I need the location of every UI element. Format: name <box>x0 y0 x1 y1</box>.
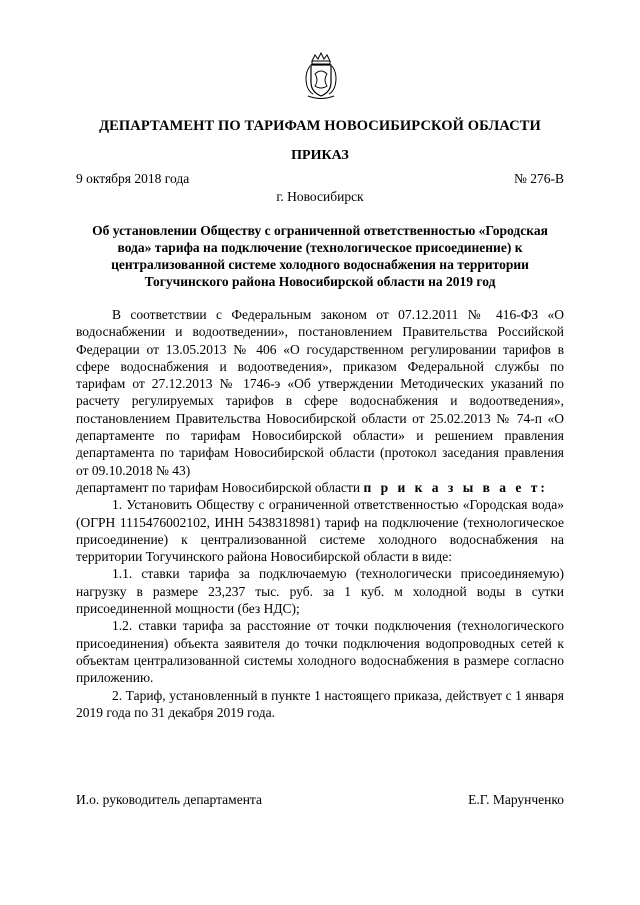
item-2-paragraph: 2. Тариф, установленный в пункте 1 настоящего приказа, действует с 1 января 2019 года по 31 декабря 2019 года. <box>76 687 564 720</box>
preamble-paragraph: В соответствии с Федеральным законом от 07.12.2011 № 416-ФЗ «О водоснабжении и водоотведении», постановлением Правительства Российской Федерации от 13.05.2013 № 406 «О государственном регулировании тарифов в сфере водоснабжения и водоотведения», приказом Федеральной службы по тарифам от 27.12.2013 № 1746-э «Об утверждении Методических указаний по расчету регулируемых тарифов в сфере водоснабжения и водоотведения», постановлением Правительства Новосибирской области от 25.02.2013 № 74-п «О департаменте по тарифам Новосибирской области» и решением правления департамента по тарифам Новосибирской области (протокол заседания правления от 09.10.2018 № 43) <box>76 307 564 478</box>
item-1-paragraph: 1. Установить Обществу с ограниченной ответственностью «Городская вода» (ОГРН 1115476002102, ИНН 5438318981) тариф на подключение (технологическое присоединение) к централизованной системе холодного водоснабжения на территории Тогучинского района Новосибирской области в виде: <box>76 497 564 565</box>
document-type-title: ПРИКАЗ <box>291 148 349 163</box>
orders-word: п р и к а з ы в а е т: <box>363 479 548 495</box>
signatory-position: И.о. руководитель департамента <box>76 792 262 807</box>
order-subject: Об установлении Обществу с ограниченной ответственностью «Городская вода» тарифа на подключение (технологическое присоединение) к централизованной системе холодного водоснабжения на территории Тогучинского района Новосибирской области на 2019 год <box>92 223 548 289</box>
coat-of-arms-icon <box>302 52 340 100</box>
department-heading: ДЕПАРТАМЕНТ ПО ТАРИФАМ НОВОСИБИРСКОЙ ОБЛАСТИ <box>99 118 541 134</box>
signatory-name: Е.Г. Марунченко <box>468 792 564 807</box>
order-body <box>76 306 564 721</box>
item-1-2-paragraph: 1.2. ставки тарифа за расстояние от точки подключения (технологического присоединения) объекта заявителя до точки подключения водопроводных сетей к объектам централизованной системы холодного водоснабжения в размере согласно приложению. <box>76 618 564 686</box>
order-number: № 276-В <box>513 171 564 186</box>
orders-line <box>76 479 564 496</box>
orders-prefix: департамент по тарифам Новосибирской области <box>76 479 361 495</box>
order-city: г. Новосибирск <box>276 189 364 204</box>
item-1-1-paragraph: 1.1. ставки тарифа за подключаемую (технологически присоединяемую) нагрузку в размере 23,237 тыс. руб. за 1 куб. м холодной воды в сутки присоединенной мощности (без НДС); <box>76 566 564 617</box>
order-date: 9 октября 2018 года <box>76 171 190 186</box>
